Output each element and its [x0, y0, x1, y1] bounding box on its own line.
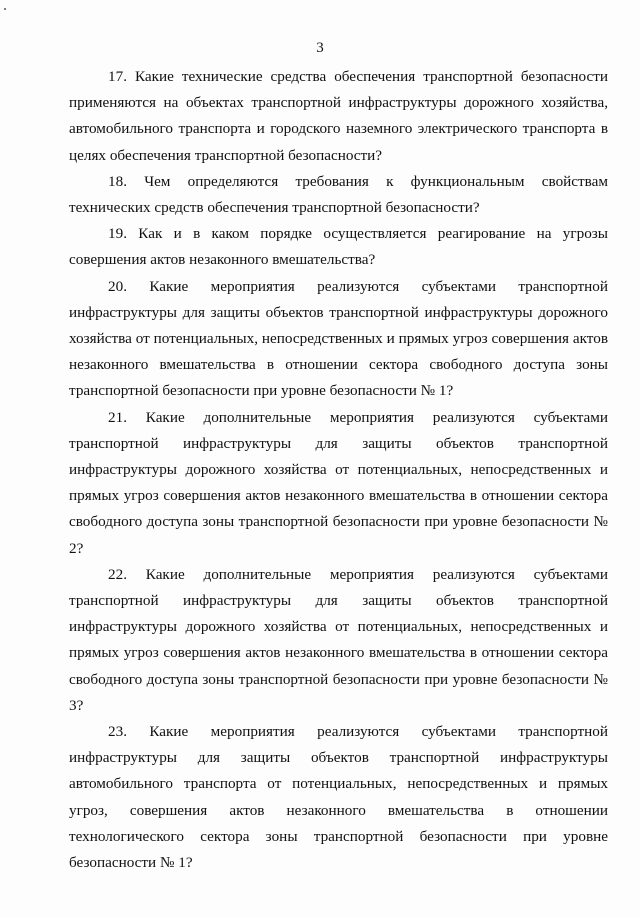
page-number: 3: [316, 40, 324, 56]
question-23: 23. Какие мероприятия реализуются субъектами транспортной инфраструктуры для защиты объектов транспортной инфраструктуры автомобильного транспорта от потенциальных, непосредственных и прямых угроз, совершения актов незаконного вмешательства в отношении технологического сектора зоны транспортной безопасности при уровне безопасности № 1?: [69, 723, 608, 872]
question-20: 20. Какие мероприятия реализуются субъектами транспортной инфраструктуры для защиты объектов транспортной инфраструктуры дорожного хозяйства от потенциальных, непосредственных и прямых угроз совершения актов незаконного вмешательства в отношении сектора свободного доступа зоны транспортной безопасности при уровне безопасности № 1?: [69, 277, 608, 400]
question-21: 21. Какие дополнительные мероприятия реализуются субъектами транспортной инфраструктуры для защиты объектов транспортной инфраструктуры дорожного хозяйства от потенциальных, непосредственных и прямых угроз совершения актов незаконного вмешательства в отношении сектора свободного доступа зоны транспортной безопасности при уровне безопасности № 2?: [69, 408, 608, 557]
question-17: 17. Какие технические средства обеспечения транспортной безопасности применяются на объектах транспортной инфраструктуры дорожного хозяйства, автомобильного транспорта и городского наземного электрического транспорта в целях обеспечения транспортной безопасности?: [69, 68, 608, 164]
question-19: 19. Как и в каком порядке осуществляется реагирование на угрозы совершения актов незаконного вмешательства?: [69, 225, 608, 269]
question-list: [69, 64, 608, 876]
question-22: 22. Какие дополнительные мероприятия реализуются субъектами транспортной инфраструктуры для защиты объектов транспортной инфраструктуры дорожного хозяйства от потенциальных, непосредственных и прямых угроз совершения актов незаконного вмешательства в отношении сектора свободного доступа зоны транспортной безопасности при уровне безопасности № 3?: [69, 565, 608, 714]
scan-speck: [4, 8, 6, 10]
question-18: 18. Чем определяются требования к функциональным свойствам технических средств обеспечения транспортной безопасности?: [69, 172, 608, 217]
